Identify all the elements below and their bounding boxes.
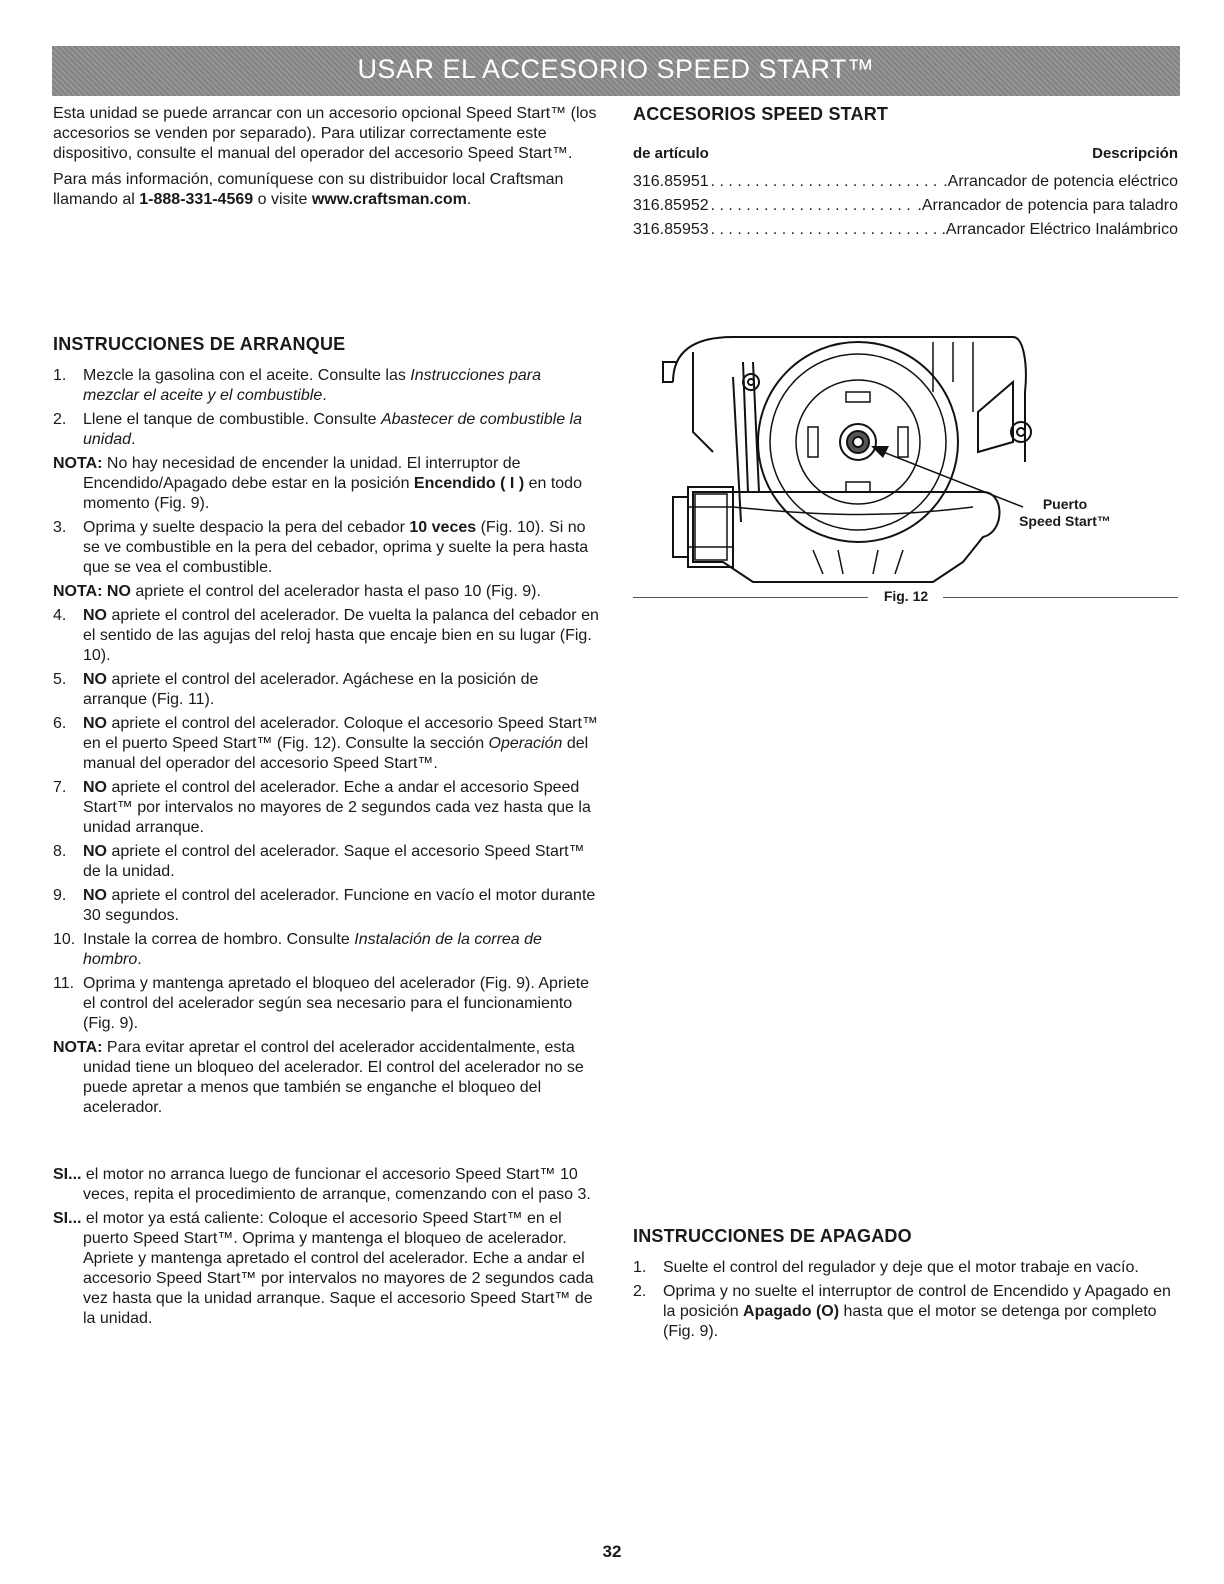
step-number: 5. xyxy=(53,671,67,688)
step-text-part: Instale la correa de hombro. Consulte xyxy=(83,931,355,948)
step-text xyxy=(663,1282,1181,1342)
step-text-part: hasta que el motor se detenga por completo (Fig. 9). xyxy=(663,1303,1157,1340)
troubleshoot-item xyxy=(53,1209,601,1329)
step-emphasis: NO xyxy=(83,887,107,904)
callout-line-1: Puerto xyxy=(1042,496,1088,512)
list-item xyxy=(53,842,601,882)
intro-p2-text-2: o visite xyxy=(253,191,312,208)
intro-p2-end: . xyxy=(466,191,472,208)
step-text xyxy=(83,518,601,578)
step-emphasis: Apagado (O) xyxy=(743,1303,840,1320)
step-text xyxy=(83,670,601,710)
list-item xyxy=(53,366,601,406)
step-reference: Abastecer de combustible la unidad xyxy=(83,411,582,448)
speed-start-port-callout xyxy=(1010,496,1120,530)
step-text-part: . xyxy=(322,387,327,404)
step-text xyxy=(83,930,601,970)
step-text-part: Mezcle la gasolina con el aceite. Consulte las xyxy=(83,367,411,384)
step-reference: Instrucciones para mezclar el aceite y el combustible xyxy=(83,367,542,404)
troubleshoot-text: el motor no arranca luego de funcionar el accesorio Speed Start™ 10 veces, repita el procedimiento de arranque, comenzando con el paso 3. xyxy=(81,1166,591,1203)
leader-dots xyxy=(711,194,916,218)
leader-dots xyxy=(711,218,940,242)
caption-rule-right xyxy=(943,597,1178,598)
step-number: 3. xyxy=(53,519,67,536)
step-text xyxy=(83,410,601,450)
list-item xyxy=(53,518,601,578)
troubleshoot-label: SI... xyxy=(53,1210,82,1227)
start-steps xyxy=(53,366,601,1118)
step-emphasis: NO xyxy=(83,843,107,860)
step-text-part: (Fig. 10). Si no se ve combustible en la pera del cebador, oprima y suelte la pera hasta que se vea el combustible. xyxy=(83,519,589,576)
step-number: 6. xyxy=(53,715,67,732)
list-item xyxy=(53,670,601,710)
section-title: USAR EL ACCESORIO SPEED START™ xyxy=(357,54,875,84)
step-text-part: apriete el control del acelerador. Agáchese en la posición de arranque (Fig. 11). xyxy=(83,671,539,708)
accessories-table-header xyxy=(633,145,1178,162)
start-instructions xyxy=(53,334,601,1122)
step-text-part: apriete el control del acelerador. Eche a andar el accesorio Speed Start™ por intervalos no mayores de 2 segundos cada vez hasta que la unidad arranque. xyxy=(83,779,591,836)
list-item xyxy=(53,974,601,1034)
step-emphasis: NO xyxy=(83,779,107,796)
page-number: 32 xyxy=(602,1542,622,1561)
leader-dots xyxy=(711,170,942,194)
list-item xyxy=(633,1282,1181,1342)
step-text-part: Oprima y no suelte el interruptor de control de Encendido y Apagado en la posición xyxy=(663,1283,1171,1320)
section-banner xyxy=(52,46,1180,96)
accessory-description: .Arrancador Eléctrico Inalámbrico xyxy=(941,221,1178,238)
accessories-section xyxy=(633,104,1178,242)
step-emphasis: NO xyxy=(83,715,107,732)
step-text-part: Llene el tanque de combustible. Consulte xyxy=(83,411,381,428)
note-text: No hay necesidad de encender la unidad. El interruptor de Encendido/Apagado debe estar en la posición xyxy=(83,455,521,492)
step-text-part: apriete el control del acelerador. Saque el accesorio Speed Start™ de la unidad. xyxy=(83,843,585,880)
note xyxy=(53,582,601,602)
step-number: 4. xyxy=(53,607,67,624)
step-text-part: del manual del operador del accesorio Speed Start™. xyxy=(83,735,589,772)
step-number: 10. xyxy=(53,931,76,948)
step-number: 1. xyxy=(53,367,67,384)
step-text-part: apriete el control del acelerador. Coloque el accesorio Speed Start™ en el puerto Speed Start™ (Fig. 12). Consulte la sección xyxy=(83,715,598,752)
step-number: 2. xyxy=(53,411,67,428)
list-item xyxy=(53,606,601,666)
step-emphasis: 10 veces xyxy=(409,519,477,536)
website-link[interactable]: www.craftsman.com xyxy=(311,191,467,208)
list-item xyxy=(53,778,601,838)
note-emphasis: NO xyxy=(102,583,131,600)
step-text xyxy=(83,778,601,838)
step-number: 8. xyxy=(53,843,67,860)
step-reference: Operación xyxy=(488,735,563,752)
step-number: 9. xyxy=(53,887,67,904)
accessories-heading: ACCESORIOS SPEED START xyxy=(633,104,889,124)
accessory-row xyxy=(633,194,1178,218)
accessory-number: 316.85951 xyxy=(633,173,709,190)
note-label: NOTA: xyxy=(53,455,103,472)
troubleshooting xyxy=(53,1165,601,1333)
step-number: 7. xyxy=(53,779,67,796)
callout-line-2: Speed Start™ xyxy=(1019,513,1111,529)
step-text xyxy=(83,842,601,882)
note-text: apriete el control del acelerador hasta el paso 10 (Fig. 9). xyxy=(130,583,541,600)
intro-paragraph-1: Esta unidad se puede arrancar con un accesorio opcional Speed Start™ (los accesorios se venden por separado). Para utilizar correctamente este dispositivo, consulte el manual del operador del accesorio Speed Start™. xyxy=(53,105,597,162)
note-text: Para evitar apretar el control del acelerador accidentalmente, esta unidad tiene un bloqueo del acelerador. El control del acelerador no se puede apretar a menos que también se enganche el bloqueo del acelerador. xyxy=(83,1039,584,1116)
note-emphasis: Encendido ( I ) xyxy=(413,475,525,492)
list-item xyxy=(53,886,601,926)
troubleshoot-text: el motor ya está caliente: Coloque el accesorio Speed Start™ en el puerto Speed Start™. Oprima y mantenga el bloqueo de acelerador. Apriete y mantenga apretado el control del acelerador. Eche a andar el accesorio Speed Start™ por intervalos no mayores de 2 segundos cada vez hasta que la unidad arranque. Saque el accesorio Speed Start™ de la unidad. xyxy=(81,1210,594,1327)
caption-label: Fig. 12 xyxy=(883,588,929,604)
step-emphasis: NO xyxy=(83,607,107,624)
caption-rule-left xyxy=(633,597,868,598)
accessory-description: .Arrancador de potencia para taladro xyxy=(917,197,1178,214)
accessory-number: 316.85953 xyxy=(633,221,709,238)
accessory-row xyxy=(633,170,1178,194)
note xyxy=(53,1038,601,1118)
note-text: en todo momento (Fig. 9). xyxy=(83,475,582,512)
intro-p2-text: Para más información, comuníquese con su distribuidor local Craftsman llamando al xyxy=(53,171,564,208)
step-number: 2. xyxy=(633,1283,647,1300)
list-item xyxy=(53,714,601,774)
step-emphasis: NO xyxy=(83,671,107,688)
column-description: Descripción xyxy=(1092,145,1178,162)
step-text xyxy=(83,366,601,406)
figure-12 xyxy=(633,322,1178,612)
step-text: Oprima y mantenga apretado el bloqueo del acelerador (Fig. 9). Apriete el control del acelerador según sea necesario para el funcionamiento (Fig. 9). xyxy=(83,975,590,1032)
list-item xyxy=(53,410,601,450)
troubleshoot-item xyxy=(53,1165,601,1205)
troubleshoot-label: SI... xyxy=(53,1166,82,1183)
step-text-part: apriete el control del acelerador. Funcione en vacío el motor durante 30 segundos. xyxy=(83,887,596,924)
accessory-number: 316.85952 xyxy=(633,197,709,214)
start-heading: INSTRUCCIONES DE ARRANQUE xyxy=(53,334,346,354)
figure-caption xyxy=(633,588,1178,608)
intro-paragraph-2 xyxy=(53,170,601,210)
step-text: Suelte el control del regulador y deje que el motor trabaje en vacío. xyxy=(663,1259,1139,1276)
accessory-row xyxy=(633,218,1178,242)
list-item xyxy=(53,930,601,970)
step-text-part: . xyxy=(137,951,142,968)
list-item xyxy=(633,1258,1181,1278)
step-text xyxy=(83,714,601,774)
step-reference: Instalación de la correa de hombro xyxy=(83,931,542,968)
step-text xyxy=(83,606,601,666)
phone-number: 1-888-331-4569 xyxy=(139,191,254,208)
note-label: NOTA: xyxy=(53,583,103,600)
stop-instructions xyxy=(633,1226,1181,1346)
engine-illustration xyxy=(633,322,1178,592)
stop-steps xyxy=(633,1258,1181,1342)
accessory-description: .Arrancador de potencia eléctrico xyxy=(943,173,1178,190)
column-article: de artículo xyxy=(633,145,709,162)
intro-text xyxy=(53,104,601,216)
stop-heading: INSTRUCCIONES DE APAGADO xyxy=(633,1226,912,1246)
step-number: 11. xyxy=(53,975,75,992)
step-text-part: apriete el control del acelerador. De vuelta la palanca del cebador en el sentido de las agujas del reloj hasta que encaje bien en su lugar (Fig. 10). xyxy=(83,607,599,664)
note-label: NOTA: xyxy=(53,1039,103,1056)
step-text-part: . xyxy=(131,431,136,448)
step-text xyxy=(83,886,601,926)
step-number: 1. xyxy=(633,1259,647,1276)
note xyxy=(53,454,601,514)
step-text-part: Oprima y suelte despacio la pera del cebador xyxy=(83,519,410,536)
